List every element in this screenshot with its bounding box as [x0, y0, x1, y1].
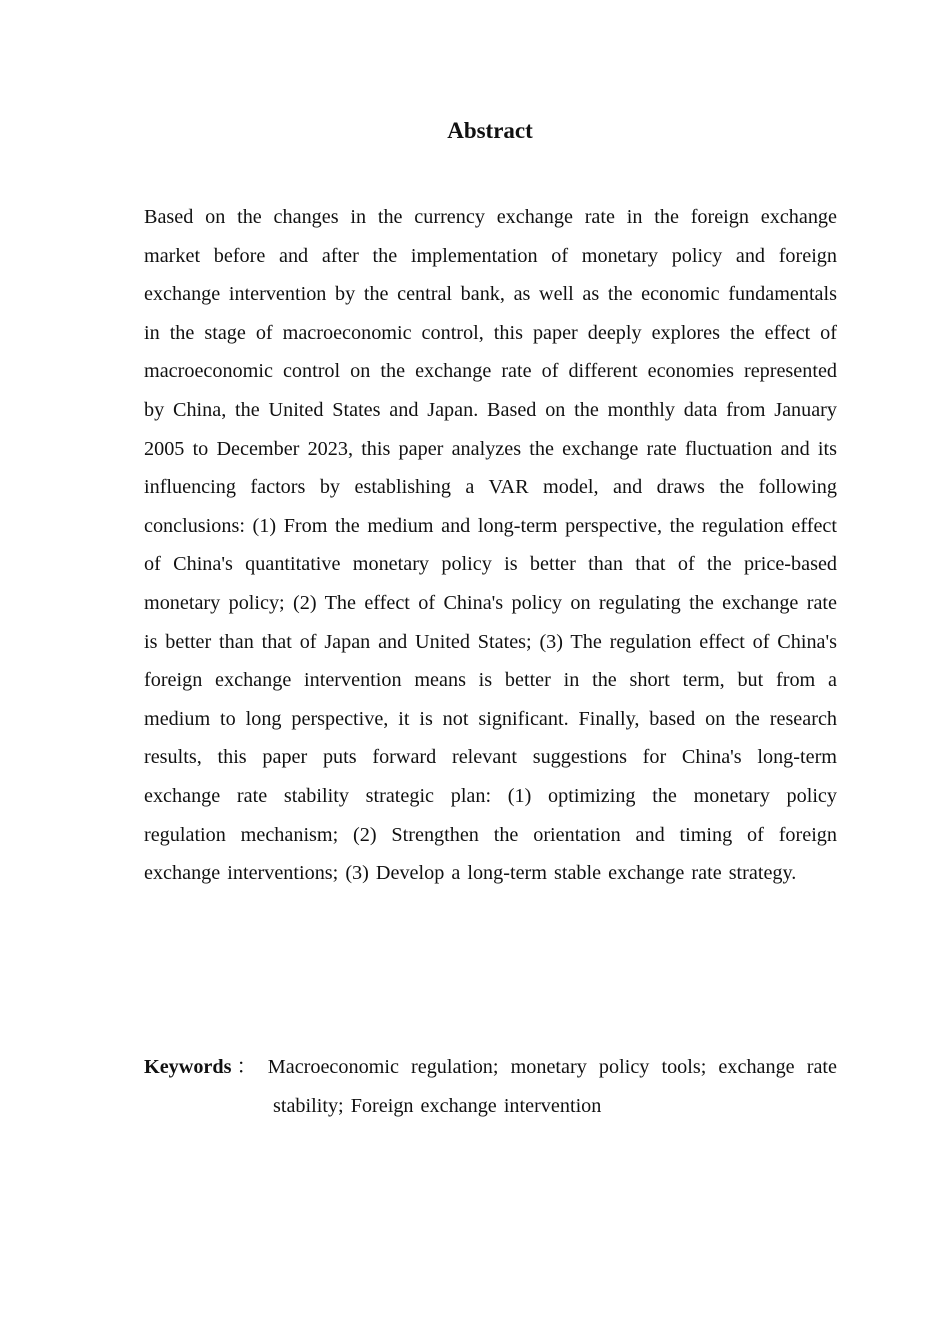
abstract-body: Based on the changes in the currency exchange rate in the foreign exchange market before and after the implementation of monetary policy and foreign exchange intervention by the central bank, as well as the economic fundamentals in the stage of macroeconomic control, this paper deeply explores the effect of macroeconomic control on the exchange rate of different economies represented by China, the United States and Japan. Based on the monthly data from January 2005 to December 2023, this paper analyzes the exchange rate fluctuation and its influencing factors by establishing a VAR model, and draws the following conclusions: (1) From the medium and long-term perspective, the regulation effect of China's quantitative monetary policy is better than that of the price-based monetary policy; (2) The effect of China's policy on regulating the exchange rate is better than that of Japan and United States; (3) The regulation effect of China's foreign exchange intervention means is better in the short term, but from a medium to long perspective, it is not significant. Finally, based on the research results, this paper puts forward relevant suggestions for China's long-term exchange rate stability strategic plan: (1) optimizing the monetary policy regulation mechanism; (2) Strengthen the orientation and timing of foreign exchange interventions; (3) Develop a long-term stable exchange rate strategy. — [144, 206, 837, 885]
abstract-title: Abstract — [447, 118, 533, 143]
keywords-label: Keywords — [144, 1056, 232, 1078]
keywords-separator: ： — [231, 1056, 262, 1078]
keywords-paragraph — [144, 1048, 837, 1125]
keywords-list: Macroeconomic regulation; monetary policy tools; exchange rate stability; Foreign exchange intervention — [267, 1056, 837, 1117]
